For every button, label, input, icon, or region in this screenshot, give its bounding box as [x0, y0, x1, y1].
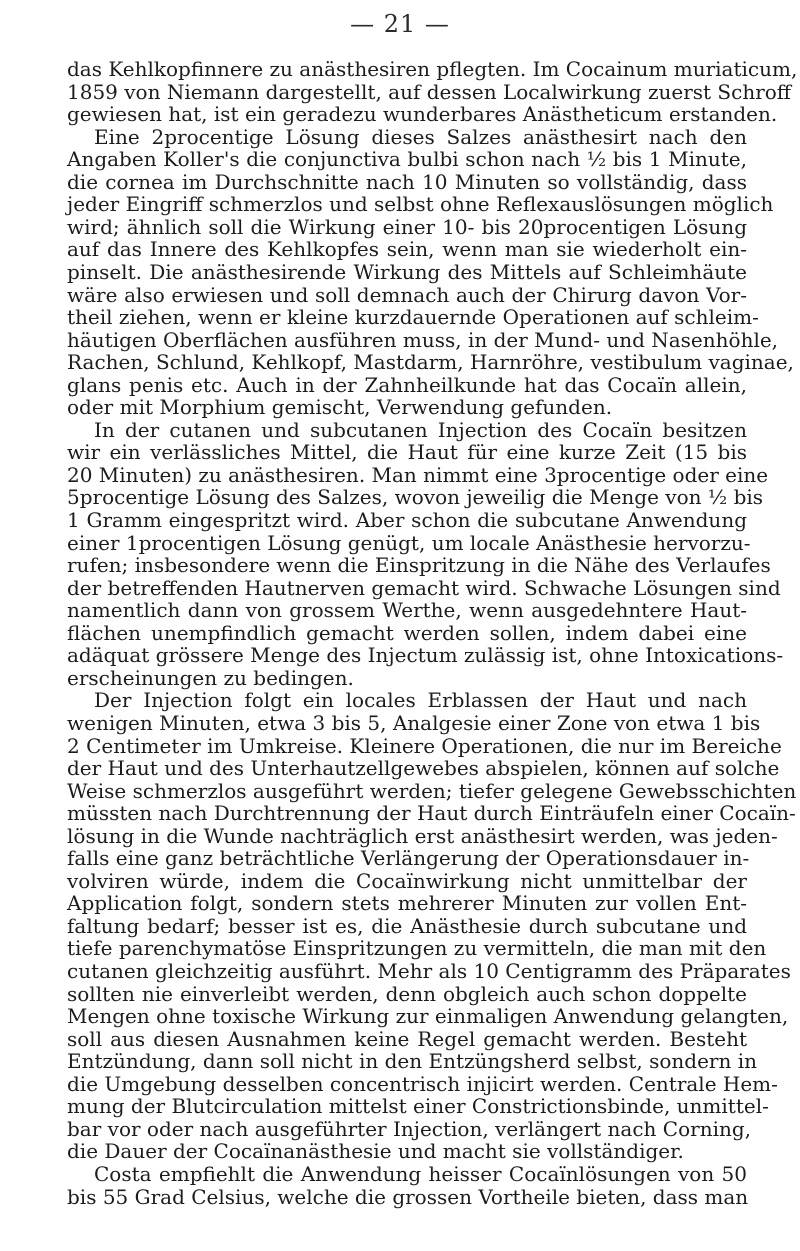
text-line: das Kehlkopfinnere zu anästhesiren pflegten. Im Cocainum muriaticum, — [67, 57, 798, 81]
text-line: wir ein verlässliches Mittel, die Haut für eine kurze Zeit (15 bis — [67, 440, 747, 465]
text-line: häutigen Oberflächen ausführen muss, in der Mund- und Nasenhöhle, — [67, 327, 779, 352]
text-line: sollten nie einverleibt werden, denn obgleich auch schon doppelte — [67, 981, 747, 1006]
text-line: einer 1procentigen Lösung genügt, um locale Anästhesie hervorzu- — [67, 530, 751, 555]
text-line: adäquat grössere Menge des Injectum zulässig ist, ohne Intoxications- — [67, 643, 784, 668]
text-line: flächen unempfindlich gemacht werden sollen, indem dabei eine — [67, 620, 747, 645]
text-line: 2 Centimeter im Umkreise. Kleinere Operationen, die nur im Bereiche — [67, 733, 782, 758]
text-line: faltung bedarf; besser ist es, die Anästhesie durch subcutane und — [67, 913, 747, 938]
text-line: wenigen Minuten, etwa 3 bis 5, Analgesie einer Zone von etwa 1 bis — [67, 710, 761, 735]
text-line: Application folgt, sondern stets mehrerer Minuten zur vollen Ent- — [67, 891, 747, 916]
text-line: Rachen, Schlund, Kehlkopf, Mastdarm, Harnröhre, vestibulum vaginae, — [67, 350, 794, 375]
text-line: namentlich dann von grossem Werthe, wenn ausgedehntere Haut- — [67, 598, 747, 623]
text-line: wird; ähnlich soll die Wirkung einer 10- bis 20procentigen Lösung — [67, 214, 747, 239]
text-line: erscheinungen zu bedingen. — [67, 665, 354, 690]
text-line: Entzündung, dann soll nicht in den Entzüngsherd selbst, sondern in — [67, 1049, 757, 1074]
text-line: In der cutanen und subcutanen Injection des Cocaïn besitzen — [94, 417, 747, 442]
text-line: mung der Blutcirculation mittelst einer Constrictionsbinde, unmittel- — [67, 1094, 769, 1119]
text-line: falls eine ganz beträchtliche Verlängerung der Operationsdauer in- — [67, 846, 750, 871]
text-line: auf das Innere des Kehlkopfes sein, wenn man sie wiederholt ein- — [67, 237, 747, 262]
text-line: 20 Minuten) zu anästhesiren. Man nimmt eine 3procentige oder eine — [67, 462, 769, 487]
text-line: Der Injection folgt ein locales Erblassen der Haut und nach — [94, 688, 747, 713]
text-line: volviren würde, indem die Cocaïnwirkung nicht unmittelbar der — [67, 868, 747, 893]
text-line: oder mit Morphium gemischt, Verwendung gefunden. — [67, 395, 613, 420]
text-line: lösung in die Wunde nachträglich erst anästhesirt werden, was jeden- — [67, 823, 778, 848]
text-line: rufen; insbesondere wenn die Einspritzung in die Nähe des Verlaufes — [67, 553, 771, 578]
text-line: glans penis etc. Auch in der Zahnheilkunde hat das Cocaïn allein, — [67, 372, 747, 397]
text-line: Costa empfiehlt die Anwendung heisser Cocaïnlösungen von 50 — [94, 1161, 747, 1186]
text-line: bis 55 Grad Celsius, welche die grossen Vortheile bieten, dass man — [67, 1184, 749, 1209]
text-line: Angaben Koller's die conjunctiva bulbi schon nach ½ bis 1 Minute, — [67, 147, 747, 172]
text-line: müssten nach Durchtrennung der Haut durch Einträufeln einer Cocaïn- — [67, 801, 796, 826]
text-line: der betreffenden Hautnerven gemacht wird. Schwache Lösungen sind — [67, 575, 781, 600]
text-line: jeder Eingriff schmerzlos und selbst ohne Reflexauslösungen möglich — [67, 192, 774, 217]
text-line: pinselt. Die anästhesirende Wirkung des Mittels auf Schleimhäute — [67, 259, 747, 284]
text-line: gewiesen hat, ist ein geradezu wunderbares Anästheticum erstanden. — [67, 102, 778, 127]
text-line: 5procentige Lösung des Salzes, wovon jeweilig die Menge von ½ bis — [67, 485, 764, 510]
text-line: bar vor oder nach ausgeführter Injection, verlängert nach Corning, — [67, 1116, 752, 1141]
text-line: soll aus diesen Ausnahmen keine Regel gemacht werden. Besteht — [67, 1026, 747, 1051]
text-line: der Haut und des Unterhautzellgewebes abspielen, können auf solche — [67, 756, 780, 781]
text-line: tiefe parenchymatöse Einspritzungen zu vermitteln, die man mit den — [67, 936, 767, 961]
page-header: — 21 — — [350, 10, 450, 38]
text-line: Eine 2procentige Lösung dieses Salzes anästhesirt nach den — [94, 124, 747, 149]
text-line: cutanen gleichzeitig ausführt. Mehr als 10 Centigramm des Präparates — [67, 959, 791, 983]
text-line: Weise schmerzlos ausgeführt werden; tiefer gelegene Gewebsschichten — [67, 778, 797, 803]
text-line: die Umgebung desselben concentrisch injicirt werden. Centrale Hem- — [67, 1071, 778, 1096]
text-line: theil ziehen, wenn er kleine kurzdauernde Operationen auf schleim- — [67, 305, 759, 330]
text-line: die Dauer der Cocaïnanästhesie und macht sie vollständiger. — [67, 1139, 684, 1164]
text-line: die cornea im Durchschnitte nach 10 Minuten so vollständig, dass — [67, 169, 747, 194]
text-line: 1859 von Niemann dargestellt, auf dessen Localwirkung zuerst Schroff — [67, 79, 792, 104]
text-line: Mengen ohne toxische Wirkung zur einmaligen Anwendung gelangten, — [67, 1004, 789, 1029]
text-line: wäre also erwiesen und soll demnach auch der Chirurg davon Vor- — [67, 282, 747, 307]
text-line: 1 Gramm eingespritzt wird. Aber schon die subcutane Anwendung — [67, 508, 747, 532]
